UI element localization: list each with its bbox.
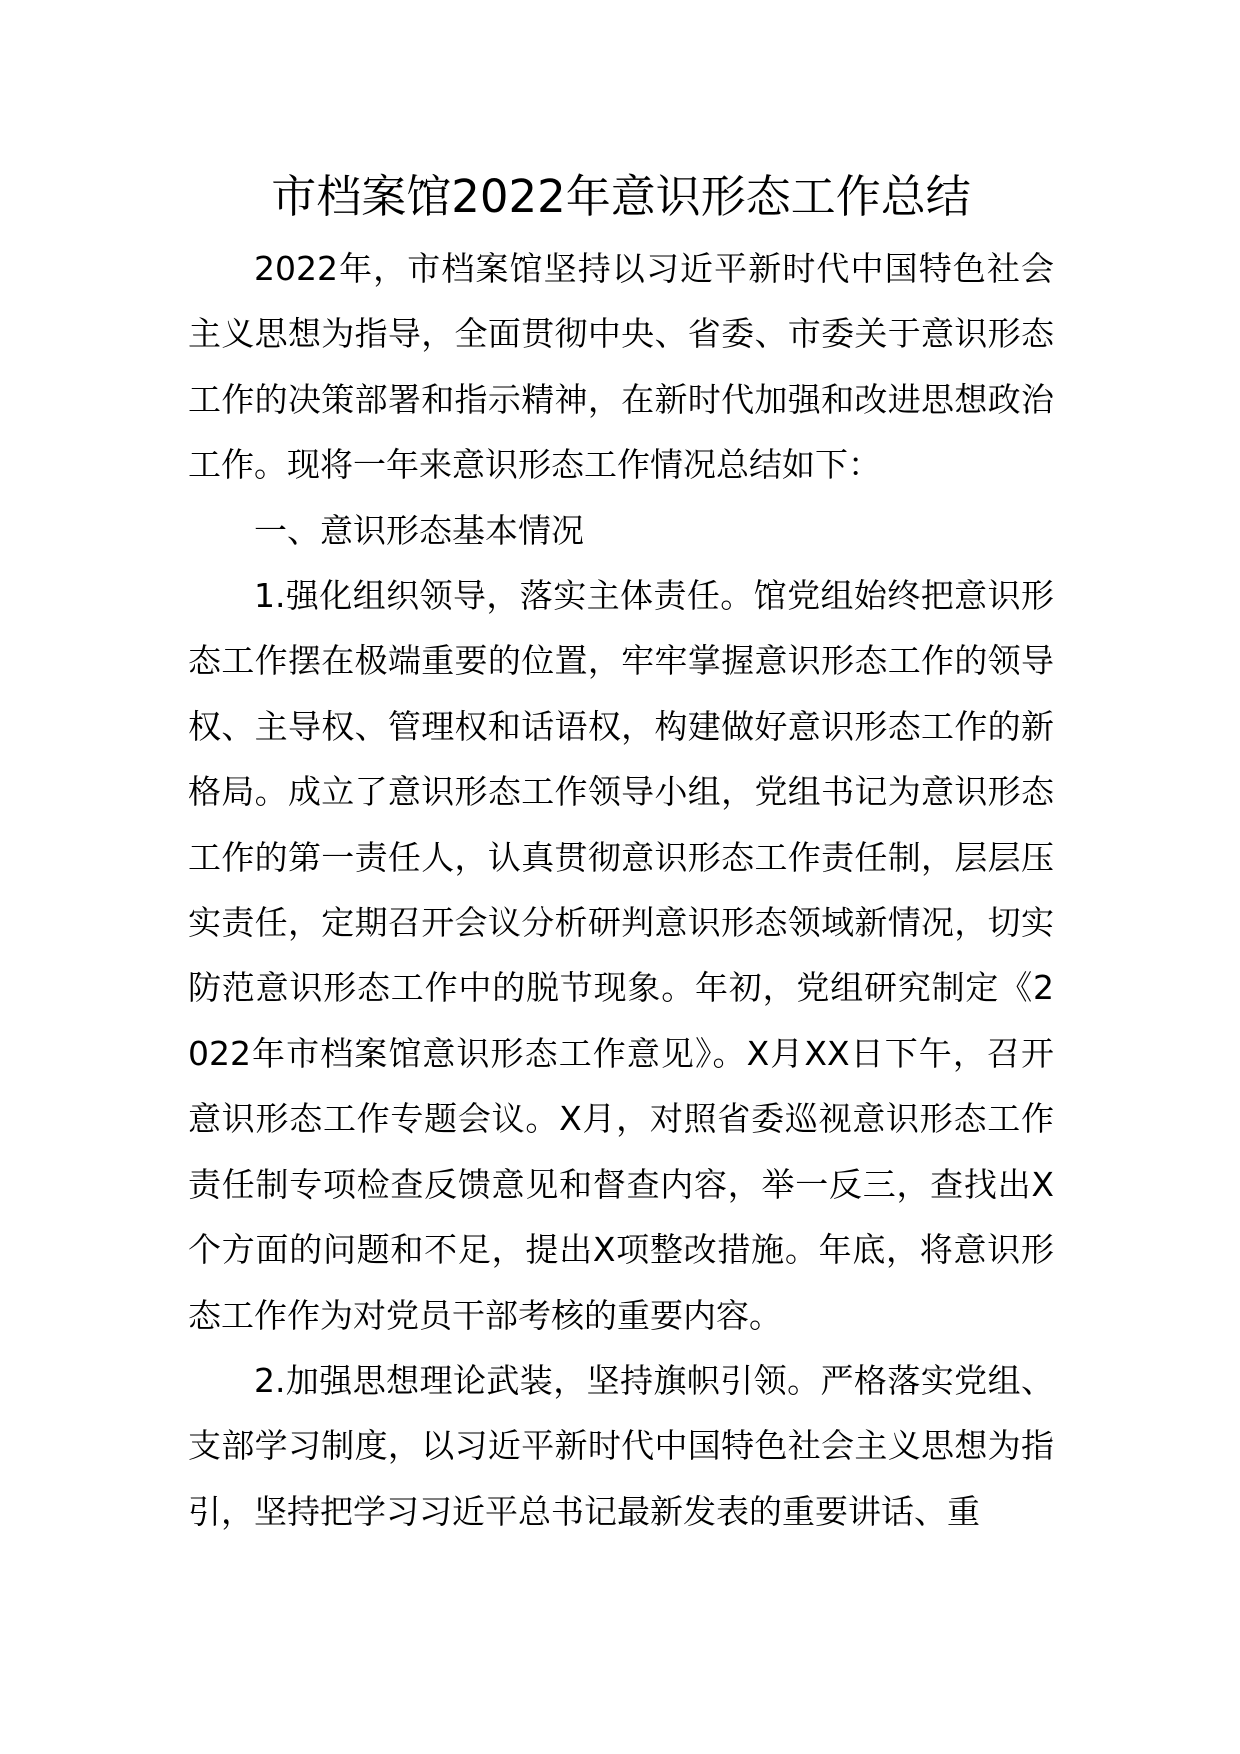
paragraph-item-1: 1.强化组织领导，落实主体责任。馆党组始终把意识形态工作摆在极端重要的位置，牢牢掌握意识形态工作的领导权、主导权、管理权和话语权，构建做好意识形态工作的新格局。成立了意识形态工作领导小组，党组书记为意识形态工作的第一责任人，认真贯彻意识形态工作责任制，层层压实责任，定期召开会议分析研判意识形态领域新情况，切实防范意识形态工作中的脱节现象。年初，党组研究制定《2022年市档案馆意识形态工作意见》。X月XX日下午，召开意识形态工作专题会议。X月，对照省委巡视意识形态工作责任制专项检查反馈意见和督查内容，举一反三，查找出X个方面的问题和不足，提出X项整改措施。年底，将意识形态工作作为对党员干部考核的重要内容。	[188, 576, 1054, 1335]
intro-paragraph: 2022年，市档案馆坚持以习近平新时代中国特色社会主义思想为指导，全面贯彻中央、省委、市委关于意识形态工作的决策部署和指示精神，在新时代加强和改进思想政治工作。现将一年来意识形态工作情况总结如下：	[188, 249, 1054, 485]
paragraph-item-2: 2.加强思想理论武装，坚持旗帜引领。严格落实党组、支部学习制度，以习近平新时代中国特色社会主义思想为指引，坚持把学习习近平总书记最新发表的重要讲话、重	[188, 1360, 1054, 1531]
document-body	[188, 236, 1054, 1544]
document-title: 市档案馆2022年意识形态工作总结	[271, 170, 971, 223]
section-heading-1: 一、意识形态基本情况	[254, 510, 584, 550]
